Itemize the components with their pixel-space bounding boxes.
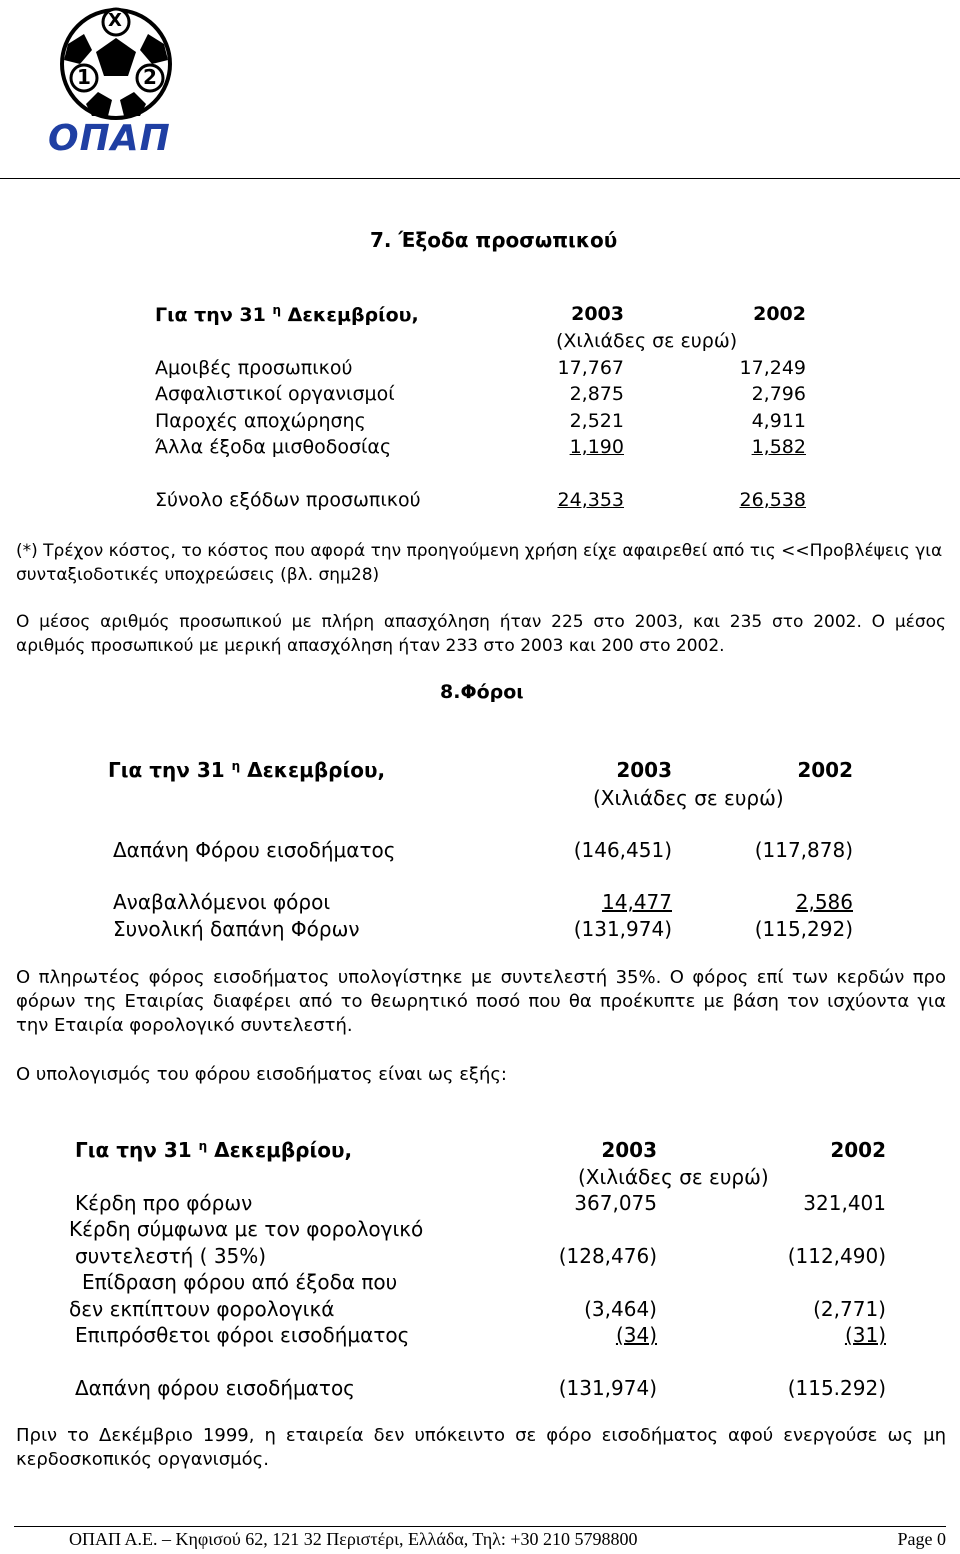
s8-row-label: Αναβαλλόμενοι φόροι — [113, 890, 331, 914]
calc-row-label: Κέρδη σύμφωνα με τον φορολογικό — [69, 1217, 424, 1241]
s8-year-2003: 2003 — [616, 758, 672, 782]
calc-row-2003: (128,476) — [558, 1244, 657, 1268]
logo-ball-1: 1 — [77, 65, 91, 89]
s7-headcount: Ο μέσος αριθμός προσωπικού με πλήρη απασχόληση ήταν 225 στο 2003, και 235 στο 2002. Ο μέσος αριθμός προσωπικού με μερική απασχόληση ήταν 233 στο 2003 και 200 στο 2002. — [16, 612, 946, 656]
section7-title: 7. Έξοδα προσωπικού — [370, 228, 618, 252]
s7-total-2002: 26,538 — [739, 489, 806, 511]
calc-row-2002: (2,771) — [813, 1297, 886, 1321]
s7-row-2002: 2,796 — [751, 383, 806, 405]
s7-row-label: Αμοιβές προσωπικού — [155, 357, 353, 379]
calc-row-label: Επιπρόσθετοι φόροι εισοδήματος — [75, 1323, 410, 1347]
calc-row-2003: (34) — [615, 1323, 657, 1347]
s7-year-2002: 2002 — [753, 303, 806, 325]
calc-row-label: συντελεστή ( 35%) — [75, 1244, 267, 1268]
s7-row-2002: 17,249 — [739, 357, 806, 379]
logo-ball-x: X — [108, 10, 122, 31]
s7-note: (*) Τρέχον κόστος, το κόστος που αφορά την προηγούμενη χρήση είχε αφαιρεθεί από τις <<Προβλέψεις για συνταξιοδοτικές υποχρεώσεις (βλ. σημ28) — [16, 541, 943, 585]
calc-row-2002: 321,401 — [803, 1191, 886, 1215]
footer-rule — [14, 1526, 946, 1527]
s8-units: (Χιλιάδες σε ευρώ) — [593, 786, 784, 810]
s7-units: (Χιλιάδες σε ευρώ) — [556, 330, 738, 352]
calc-row-label: δεν εκπίπτουν φορολογικά — [69, 1297, 335, 1321]
opap-logo — [46, 4, 186, 159]
s8-row-2002: (117,878) — [754, 838, 853, 862]
s8-row-2002: 2,586 — [795, 890, 853, 914]
s7-row-label: Άλλα έξοδα μισθοδοσίας — [155, 436, 392, 458]
s8-row-2003: (131,974) — [573, 917, 672, 941]
s7-total-2003: 24,353 — [557, 489, 624, 511]
calc-row-2002: (31) — [844, 1323, 886, 1347]
s7-row-2002: 1,582 — [751, 436, 806, 458]
s7-row-2003: 2,521 — [569, 410, 624, 432]
s8-row-2003: (146,451) — [573, 838, 672, 862]
calc-total-label: Δαπάνη φόρου εισοδήματος — [75, 1376, 355, 1400]
calc-row-2003: 367,075 — [574, 1191, 657, 1215]
s8-row-2003: 14,477 — [602, 890, 672, 914]
calc-row-2002: (112,490) — [787, 1244, 886, 1268]
footer-page-number: Page 0 — [897, 1529, 946, 1549]
s7-year-2003: 2003 — [571, 303, 624, 325]
s7-row-2003: 2,875 — [569, 383, 624, 405]
calc-row-2003: (3,464) — [584, 1297, 657, 1321]
s7-period-header: Για την 31 $^\eta$ Δεκεμβρίου, — [155, 303, 419, 326]
calc-units: (Χιλιάδες σε ευρώ) — [578, 1165, 769, 1189]
s8-year-2002: 2002 — [797, 758, 853, 782]
s7-row-2003: 1,190 — [569, 436, 624, 458]
calc-year-2003: 2003 — [601, 1138, 657, 1162]
calc-row-label: Επίδραση φόρου από έξοδα που — [82, 1270, 398, 1294]
s7-row-2003: 17,767 — [557, 357, 624, 379]
calc-total-2002: (115.292) — [787, 1376, 886, 1400]
s8-row-2002: (115,292) — [754, 917, 853, 941]
s7-total-label: Σύνολο εξόδων προσωπικού — [155, 489, 421, 511]
s7-row-label: Ασφαλιστικοί οργανισμοί — [155, 383, 395, 405]
logo-ball-2: 2 — [143, 65, 157, 89]
calc-total-2003: (131,974) — [558, 1376, 657, 1400]
s8-para-rate: Ο πληρωτέος φόρος εισοδήματος υπολογίστηκε με συντελεστή 35%. Ο φόρος επί των κερδών προ φόρων της Εταιρίας διαφέρει από το θεωρητικό ποσό που θα προέκυπτε με βάση τον ισχύοντα για την Εταιρία φορολογικό συντελεστή. — [16, 967, 946, 1036]
s8-row-label: Δαπάνη Φόρου εισοδήματος — [113, 838, 396, 862]
s8-period-header: Για την 31 $^\eta$ Δεκεμβρίου, — [108, 758, 386, 782]
s7-row-2002: 4,911 — [751, 410, 806, 432]
calc-period-header: Για την 31 $^\eta$ Δεκεμβρίου, — [75, 1138, 353, 1162]
s8-para-calc-intro: Ο υπολογισμός του φόρου εισοδήματος είναι ως εξής: — [16, 1064, 508, 1085]
logo-wordmark: ΟΠΑΠ — [48, 118, 171, 159]
s8-row-label: Συνολική δαπάνη Φόρων — [113, 917, 360, 941]
calc-row-label: Κέρδη προ φόρων — [75, 1191, 253, 1215]
s7-row-label: Παροχές αποχώρησης — [155, 410, 366, 432]
calc-year-2002: 2002 — [830, 1138, 886, 1162]
header-rule — [0, 178, 960, 179]
section8-title: 8.Φόροι — [440, 681, 524, 703]
footer-address: ΟΠΑΠ Α.Ε. – Κηφισού 62, 121 32 Περιστέρι, Ελλάδα, Τηλ: +30 210 5798800 — [69, 1529, 638, 1549]
s8-para-history: Πριν το Δεκέμβριο 1999, η εταιρεία δεν υπόκειντο σε φόρο εισοδήματος αφού ενεργούσε ως μη κερδοσκοπικός οργανισμός. — [16, 1425, 946, 1470]
